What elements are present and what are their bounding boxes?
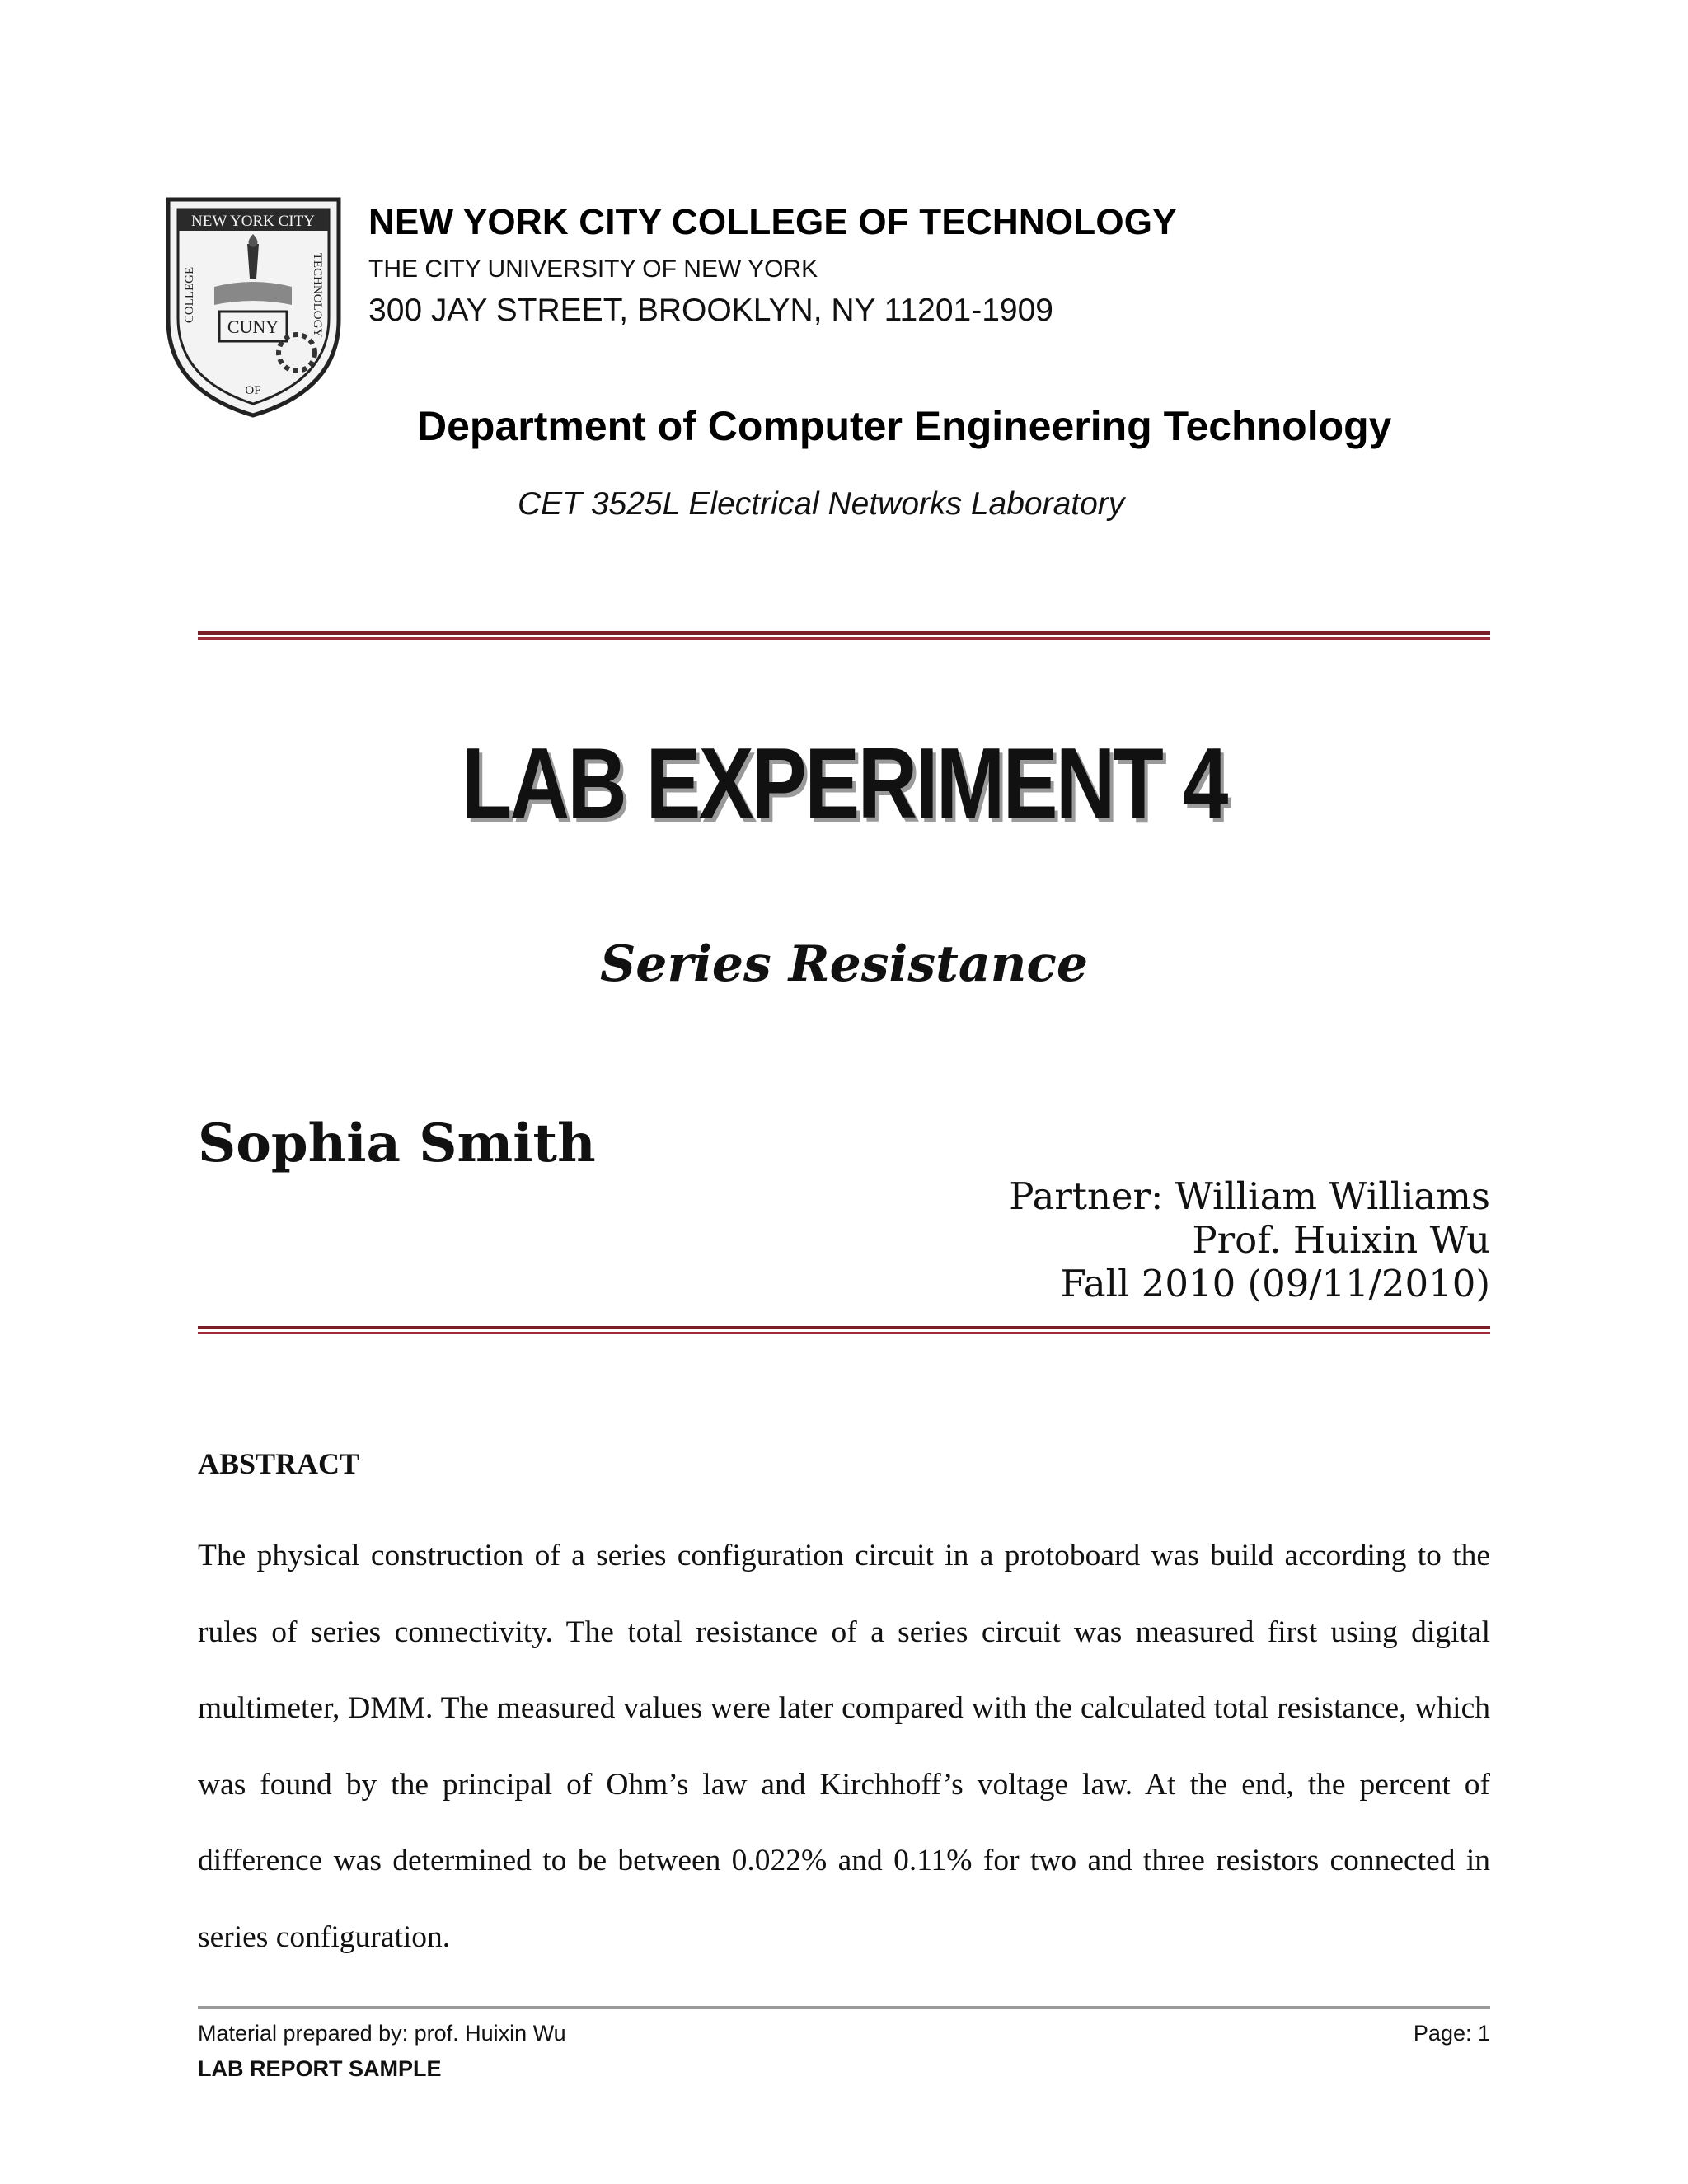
partner-name: Partner: William Williams	[1009, 1174, 1490, 1218]
footer-label: LAB REPORT SAMPLE	[198, 2056, 442, 2081]
college-seal-logo	[165, 196, 342, 419]
abstract-heading: ABSTRACT	[198, 1447, 360, 1480]
svg-text:COLLEGE: COLLEGE	[183, 266, 196, 324]
svg-text:OF: OF	[245, 384, 261, 397]
college-address: 300 JAY STREET, BROOKLYN, NY 11201-1909	[368, 293, 1053, 328]
experiment-title: LAB EXPERIMENT 4	[462, 727, 1226, 839]
top-divider	[198, 631, 1490, 641]
footer-prepared-by: Material prepared by: prof. Huixin Wu	[198, 2021, 566, 2046]
student-name: Sophia Smith	[198, 1113, 596, 1174]
footer-divider	[198, 2006, 1490, 2009]
svg-text:CUNY: CUNY	[227, 316, 279, 337]
abstract-body: The physical construction of a series configuration circuit in a protoboard was build according to the rules of series connectivity. The total resistance of a series circuit was measured first using digital multimeter, DMM. The measured values were later compared with the calculated total resistance, which was found by the principal of Ohm’s law and Kirchhoff’s voltage law. At the end, the percent of difference was determined to be between 0.022% and 0.11% for two and three resistors connected in series configuration.	[198, 1539, 1490, 1954]
professor-name: Prof. Huixin Wu	[1192, 1218, 1490, 1262]
course-title: CET 3525L Electrical Networks Laboratory	[518, 486, 1125, 522]
bottom-divider	[198, 1326, 1490, 1336]
experiment-subtitle: Series Resistance	[599, 935, 1089, 993]
college-name: NEW YORK CITY COLLEGE OF TECHNOLOGY	[368, 202, 1177, 242]
svg-text:NEW YORK CITY: NEW YORK CITY	[191, 213, 315, 230]
department-name: Department of Computer Engineering Technology	[417, 403, 1392, 449]
svg-text:TECHNOLOGY: TECHNOLOGY	[311, 252, 324, 338]
report-date: Fall 2010 (09/11/2010)	[1060, 1262, 1490, 1305]
university-name: THE CITY UNIVERSITY OF NEW YORK	[368, 255, 818, 283]
footer-page-number: Page: 1	[1413, 2021, 1490, 2046]
report-info-block	[1009, 1174, 1490, 1305]
